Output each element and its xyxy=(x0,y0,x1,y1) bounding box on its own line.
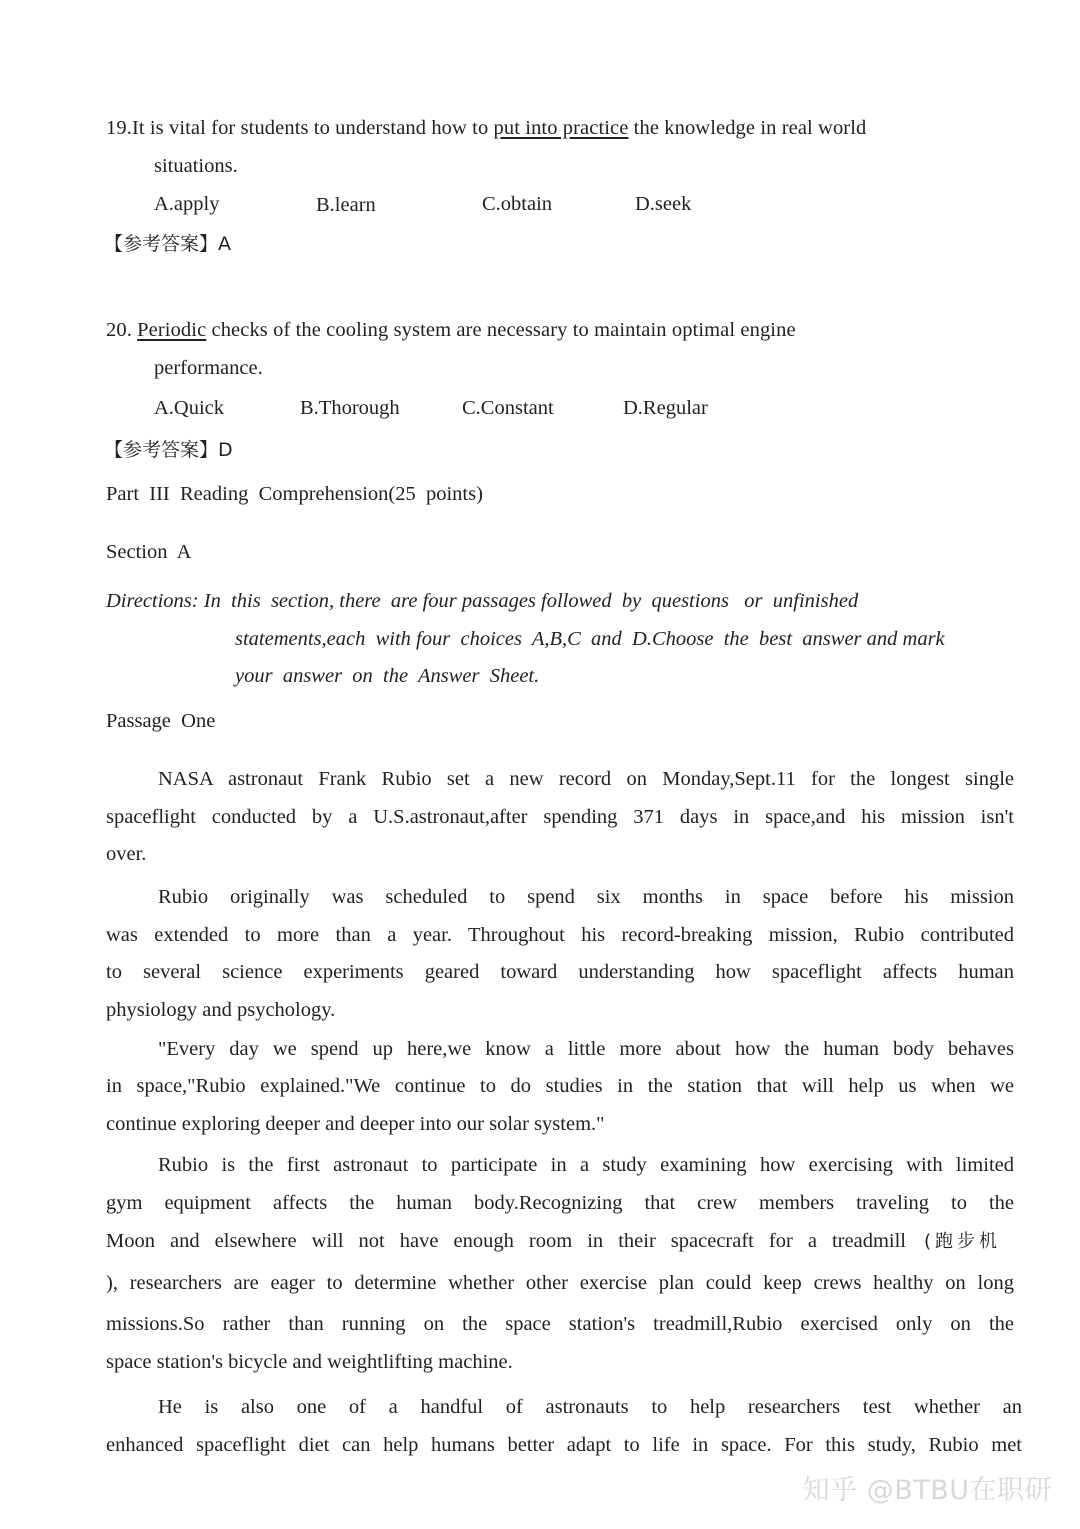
passage-line: missions.So rather than running on the space station's treadmill,Rubio exercised only on the xyxy=(106,1313,1014,1335)
question-number: 19. xyxy=(106,117,132,139)
question-20-stem-continued: performance. xyxy=(154,357,263,379)
passage-line: space station's bicycle and weightlifting machine. xyxy=(106,1351,513,1373)
option-a: A.apply xyxy=(154,193,220,215)
answer-value: D xyxy=(218,439,233,461)
option-b: B.Thorough xyxy=(300,397,400,419)
stem-text: the knowledge in real world xyxy=(628,117,867,139)
option-a: A.Quick xyxy=(154,397,225,419)
directions xyxy=(106,588,858,614)
answer-value: A xyxy=(218,233,232,255)
directions-line: In this section, there are four passages followed by questions or unfinished xyxy=(198,590,859,612)
directions-line: statements,each with four choices A,B,C and D.Choose the best answer and mark xyxy=(235,628,945,650)
stem-text: checks of the cooling system are necessary to maintain optimal engine xyxy=(206,319,796,341)
underlined-word: Periodic xyxy=(137,319,207,341)
passage-line: to several science experiments geared toward understanding how spaceflight affects human xyxy=(106,961,1014,983)
passage-line: Rubio is the first astronaut to participate in a study examining how exercising with limited xyxy=(158,1154,1014,1176)
passage-line: Moon and elsewhere will not have enough room in their spacecraft for a treadmill xyxy=(106,1230,906,1252)
answer-19 xyxy=(104,231,231,257)
passage-line: "Every day we spend up here,we know a little more about how the human body behaves xyxy=(158,1038,1014,1060)
passage-line: gym equipment affects the human body.Recognizing that crew members traveling to the xyxy=(106,1192,1014,1214)
chinese-gloss: (跑步机 xyxy=(924,1231,1002,1252)
part-title: Part III Reading Comprehension(25 points) xyxy=(106,483,483,505)
passage-line: physiology and psychology. xyxy=(106,999,336,1021)
option-c: C.Constant xyxy=(462,397,554,419)
passage-line: ), researchers are eager to determine whether other exercise plan could keep crews healthy on long xyxy=(106,1272,1014,1294)
option-c: C.obtain xyxy=(482,193,553,215)
passage-title: Passage One xyxy=(106,710,216,732)
passage-line: He is also one of a handful of astronauts to help researchers test whether an xyxy=(158,1396,1022,1418)
question-number: 20. xyxy=(106,319,138,341)
passage-line: enhanced spaceflight diet can help humans better adapt to life in space. For this study, Rubio met xyxy=(106,1434,1022,1456)
passage-line: continue exploring deeper and deeper into our solar system." xyxy=(106,1113,605,1135)
directions-label: Directions: xyxy=(106,590,199,612)
passage-line: was extended to more than a year. Throughout his record-breaking mission, Rubio contributed xyxy=(106,924,1014,946)
answer-label: 【参考答案】 xyxy=(104,439,219,461)
directions-line: your answer on the Answer Sheet. xyxy=(235,665,540,687)
question-19-stem-continued: situations. xyxy=(154,155,238,177)
answer-label: 【参考答案】 xyxy=(104,233,219,255)
option-d: D.seek xyxy=(635,193,692,215)
stem-text: It is vital for students to understand how to xyxy=(131,117,494,139)
passage-line: NASA astronaut Frank Rubio set a new record on Monday,Sept.11 for the longest single xyxy=(158,768,1014,790)
answer-20 xyxy=(104,437,233,463)
underlined-phrase: put into practice xyxy=(493,117,629,139)
passage-line: Rubio originally was scheduled to spend six months in space before his mission xyxy=(158,886,1014,908)
passage-line: spaceflight conducted by a U.S.astronaut,after spending 371 days in space,and his mission isn't xyxy=(106,806,1014,828)
question-20-stem xyxy=(106,317,796,343)
option-b: B.learn xyxy=(316,194,376,216)
watermark: 知乎 @BTBU在职研 xyxy=(802,1475,1052,1506)
passage-line: in space,"Rubio explained."We continue to do studies in the station that will help us when we xyxy=(106,1075,1014,1097)
passage-line: over. xyxy=(106,843,147,865)
option-d: D.Regular xyxy=(623,397,708,419)
section-title: Section A xyxy=(106,541,192,563)
question-19-stem xyxy=(106,115,866,141)
